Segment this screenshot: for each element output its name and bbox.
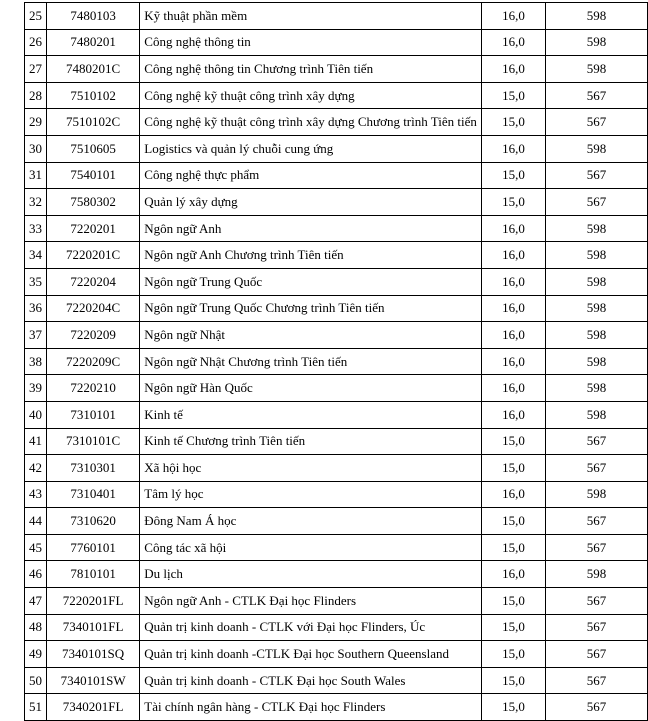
score-cell: 15,0 (482, 667, 546, 694)
table-row (25, 455, 648, 482)
program-code-cell: 7220209C (46, 348, 139, 375)
row-number-cell: 30 (25, 135, 47, 162)
program-code-cell: 7340101SW (46, 667, 139, 694)
program-name-cell: Logistics và quản lý chuỗi cung ứng (140, 135, 482, 162)
points-cell: 567 (545, 508, 647, 535)
score-cell: 16,0 (482, 242, 546, 269)
table-row (25, 481, 648, 508)
points-cell: 598 (545, 348, 647, 375)
table-row (25, 3, 648, 30)
points-cell: 598 (545, 268, 647, 295)
program-name-cell: Xã hội học (140, 455, 482, 482)
table-row (25, 29, 648, 56)
points-cell: 598 (545, 215, 647, 242)
points-cell: 567 (545, 428, 647, 455)
score-cell: 16,0 (482, 322, 546, 349)
program-code-cell: 7220204 (46, 268, 139, 295)
row-number-cell: 29 (25, 109, 47, 136)
program-code-cell: 7310101C (46, 428, 139, 455)
score-cell: 15,0 (482, 694, 546, 721)
row-number-cell: 39 (25, 375, 47, 402)
points-cell: 567 (545, 667, 647, 694)
points-cell: 598 (545, 135, 647, 162)
table-body (25, 3, 648, 721)
row-number-cell: 35 (25, 268, 47, 295)
row-number-cell: 28 (25, 82, 47, 109)
score-cell: 16,0 (482, 56, 546, 83)
points-cell: 567 (545, 189, 647, 216)
row-number-cell: 37 (25, 322, 47, 349)
program-code-cell: 7510102 (46, 82, 139, 109)
program-name-cell: Ngôn ngữ Nhật Chương trình Tiên tiến (140, 348, 482, 375)
row-number-cell: 41 (25, 428, 47, 455)
row-number-cell: 25 (25, 3, 47, 30)
points-cell: 598 (545, 56, 647, 83)
score-cell: 15,0 (482, 455, 546, 482)
row-number-cell: 36 (25, 295, 47, 322)
table-row (25, 56, 648, 83)
table-row (25, 268, 648, 295)
program-name-cell: Ngôn ngữ Anh (140, 215, 482, 242)
score-cell: 15,0 (482, 588, 546, 615)
program-code-cell: 7220209 (46, 322, 139, 349)
score-cell: 15,0 (482, 641, 546, 668)
score-cell: 16,0 (482, 135, 546, 162)
program-name-cell: Ngôn ngữ Nhật (140, 322, 482, 349)
program-code-cell: 7220204C (46, 295, 139, 322)
program-name-cell: Công nghệ thông tin (140, 29, 482, 56)
points-cell: 598 (545, 242, 647, 269)
program-code-cell: 7220201FL (46, 588, 139, 615)
row-number-cell: 49 (25, 641, 47, 668)
table-row (25, 189, 648, 216)
table-row (25, 428, 648, 455)
table-row (25, 641, 648, 668)
score-cell: 15,0 (482, 428, 546, 455)
score-cell: 16,0 (482, 401, 546, 428)
program-code-cell: 7220201 (46, 215, 139, 242)
program-code-cell: 7480201 (46, 29, 139, 56)
program-name-cell: Du lịch (140, 561, 482, 588)
row-number-cell: 31 (25, 162, 47, 189)
program-code-cell: 7220210 (46, 375, 139, 402)
points-cell: 598 (545, 481, 647, 508)
row-number-cell: 46 (25, 561, 47, 588)
program-code-cell: 7310301 (46, 455, 139, 482)
score-cell: 15,0 (482, 189, 546, 216)
table-row (25, 694, 648, 721)
program-code-cell: 7760101 (46, 534, 139, 561)
row-number-cell: 38 (25, 348, 47, 375)
program-name-cell: Ngôn ngữ Hàn Quốc (140, 375, 482, 402)
points-cell: 567 (545, 588, 647, 615)
table-row (25, 534, 648, 561)
table-row (25, 401, 648, 428)
program-name-cell: Đông Nam Á học (140, 508, 482, 535)
table-row (25, 322, 648, 349)
points-cell: 598 (545, 3, 647, 30)
points-cell: 567 (545, 534, 647, 561)
score-cell: 15,0 (482, 508, 546, 535)
row-number-cell: 47 (25, 588, 47, 615)
table-row (25, 82, 648, 109)
program-code-cell: 7510102C (46, 109, 139, 136)
table-row (25, 295, 648, 322)
program-name-cell: Kinh tế Chương trình Tiên tiến (140, 428, 482, 455)
row-number-cell: 40 (25, 401, 47, 428)
table-row (25, 588, 648, 615)
program-name-cell: Ngôn ngữ Anh - CTLK Đại học Flinders (140, 588, 482, 615)
program-code-cell: 7510605 (46, 135, 139, 162)
program-name-cell: Công tác xã hội (140, 534, 482, 561)
program-name-cell: Công nghệ kỹ thuật công trình xây dựng (140, 82, 482, 109)
points-cell: 598 (545, 295, 647, 322)
row-number-cell: 44 (25, 508, 47, 535)
score-cell: 16,0 (482, 348, 546, 375)
points-cell: 567 (545, 614, 647, 641)
points-cell: 567 (545, 82, 647, 109)
program-code-cell: 7310401 (46, 481, 139, 508)
table-row (25, 667, 648, 694)
row-number-cell: 34 (25, 242, 47, 269)
program-code-cell: 7310620 (46, 508, 139, 535)
points-cell: 567 (545, 109, 647, 136)
program-code-cell: 7220201C (46, 242, 139, 269)
program-name-cell: Công nghệ thông tin Chương trình Tiên tiến (140, 56, 482, 83)
row-number-cell: 26 (25, 29, 47, 56)
program-name-cell: Quản trị kinh doanh -CTLK Đại học Southern Queensland (140, 641, 482, 668)
points-cell: 598 (545, 375, 647, 402)
row-number-cell: 51 (25, 694, 47, 721)
program-code-cell: 7340101FL (46, 614, 139, 641)
points-cell: 567 (545, 455, 647, 482)
table-row (25, 162, 648, 189)
program-code-cell: 7340101SQ (46, 641, 139, 668)
program-name-cell: Quản trị kinh doanh - CTLK với Đại học Flinders, Úc (140, 614, 482, 641)
table-row (25, 135, 648, 162)
score-cell: 16,0 (482, 561, 546, 588)
program-name-cell: Kinh tế (140, 401, 482, 428)
score-cell: 16,0 (482, 215, 546, 242)
program-name-cell: Tài chính ngân hàng - CTLK Đại học Flinders (140, 694, 482, 721)
table-row (25, 508, 648, 535)
points-cell: 567 (545, 694, 647, 721)
program-name-cell: Quản lý xây dựng (140, 189, 482, 216)
score-cell: 15,0 (482, 614, 546, 641)
points-cell: 567 (545, 641, 647, 668)
table-row (25, 242, 648, 269)
points-cell: 567 (545, 162, 647, 189)
program-name-cell: Ngôn ngữ Trung Quốc (140, 268, 482, 295)
table-row (25, 614, 648, 641)
points-cell: 598 (545, 561, 647, 588)
score-cell: 16,0 (482, 29, 546, 56)
score-cell: 15,0 (482, 162, 546, 189)
program-name-cell: Kỹ thuật phần mềm (140, 3, 482, 30)
row-number-cell: 33 (25, 215, 47, 242)
row-number-cell: 32 (25, 189, 47, 216)
score-cell: 15,0 (482, 109, 546, 136)
program-code-cell: 7540101 (46, 162, 139, 189)
row-number-cell: 27 (25, 56, 47, 83)
table-row (25, 215, 648, 242)
points-cell: 598 (545, 29, 647, 56)
program-name-cell: Công nghệ thực phẩm (140, 162, 482, 189)
points-cell: 598 (545, 322, 647, 349)
score-cell: 16,0 (482, 375, 546, 402)
row-number-cell: 43 (25, 481, 47, 508)
program-name-cell: Ngôn ngữ Anh Chương trình Tiên tiến (140, 242, 482, 269)
program-name-cell: Ngôn ngữ Trung Quốc Chương trình Tiên tiến (140, 295, 482, 322)
table-row (25, 348, 648, 375)
score-cell: 16,0 (482, 295, 546, 322)
program-name-cell: Quản trị kinh doanh - CTLK Đại học South Wales (140, 667, 482, 694)
program-code-cell: 7580302 (46, 189, 139, 216)
table-row (25, 561, 648, 588)
row-number-cell: 45 (25, 534, 47, 561)
table-row (25, 375, 648, 402)
program-code-cell: 7480201C (46, 56, 139, 83)
score-cell: 16,0 (482, 268, 546, 295)
score-cell: 15,0 (482, 82, 546, 109)
program-code-cell: 7480103 (46, 3, 139, 30)
table-row (25, 109, 648, 136)
row-number-cell: 50 (25, 667, 47, 694)
program-name-cell: Công nghệ kỹ thuật công trình xây dựng Chương trình Tiên tiến (140, 109, 482, 136)
program-code-cell: 7340201FL (46, 694, 139, 721)
row-number-cell: 48 (25, 614, 47, 641)
score-cell: 16,0 (482, 3, 546, 30)
points-cell: 598 (545, 401, 647, 428)
program-name-cell: Tâm lý học (140, 481, 482, 508)
score-cell: 16,0 (482, 481, 546, 508)
admission-table (24, 2, 648, 721)
score-cell: 15,0 (482, 534, 546, 561)
program-code-cell: 7310101 (46, 401, 139, 428)
program-code-cell: 7810101 (46, 561, 139, 588)
row-number-cell: 42 (25, 455, 47, 482)
